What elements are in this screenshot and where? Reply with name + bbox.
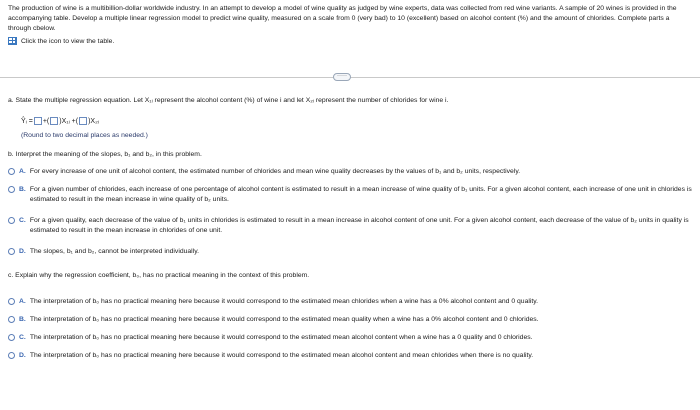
option-letter: C. — [19, 217, 26, 224]
option-text: For every increase of one unit of alcohol content, the estimated number of chlorides and mean wine quality decreases by the values of b₁ and b₂ units, respectively. — [29, 168, 521, 175]
option-letter: B. — [19, 186, 26, 193]
b1-input[interactable] — [50, 117, 58, 125]
intercept-input[interactable] — [34, 117, 42, 125]
view-table-label[interactable]: Click the icon to view the table. — [21, 37, 115, 45]
option-letter: C. — [19, 334, 26, 341]
problem-intro: The production of wine is a multibillion-dollar worldwide industry. In an attempt to develop a model of wine quality as judged by wine experts, data was collected from red wine variants. A sample of 20 wines is provided in the accompanying table. Develop a multiple linear regression model to predict wine quality, measured on a scale from 0 (very bad) to 10 (excellent) based on alcohol content (%) and the amount of chlorides. Complete parts a through cbelow. — [8, 5, 677, 32]
equation-x2: )X₂ᵢ — [88, 117, 99, 125]
part-c-option-a[interactable] — [8, 297, 694, 307]
option-letter: B. — [19, 316, 26, 323]
part-c-option-c[interactable] — [8, 333, 694, 343]
radio-button[interactable] — [8, 298, 15, 305]
table-icon[interactable] — [8, 37, 17, 45]
part-c-option-d[interactable] — [8, 351, 694, 361]
radio-button[interactable] — [8, 352, 15, 359]
option-text: For a given number of chlorides, each increase of one percentage of alcohol content is estimated to result in a mean increase of wine quality of b₁ units. For a given alcohol content, each increase of one unit in chlorides is estimated to result in the mean increase in wine quality of b₂ units. — [29, 186, 692, 203]
expand-more-button[interactable]: ····· — [333, 73, 351, 81]
part-b-question: b. Interpret the meaning of the slopes, b₁ and b₂, in this problem. — [8, 151, 202, 158]
option-text: The interpretation of b₀ has no practical meaning here because it would correspond to the estimated mean chlorides when a wine has a 0% alcohol content and 0 quality. — [29, 298, 539, 305]
equation-plus-1: +( — [42, 117, 50, 125]
part-a-question: a. State the multiple regression equation. Let X₁ᵢ represent the alcohol content (%) of wine i and let X₂ᵢ represent the number of chlorides for wine i. — [8, 97, 449, 104]
radio-button[interactable] — [8, 186, 15, 193]
option-letter: A. — [19, 168, 26, 175]
option-text: The interpretation of b₀ has no practical meaning here because it would correspond to the estimated mean quality when a wine has a 0% alcohol content and 0 chlorides. — [29, 316, 539, 323]
radio-button[interactable] — [8, 248, 15, 255]
radio-button[interactable] — [8, 334, 15, 341]
part-c-question: c. Explain why the regression coefficient, b₀, has no practical meaning in the context of this problem. — [8, 272, 310, 279]
option-text: The interpretation of b₀ has no practical meaning here because it would correspond to the estimated mean alcohol content when a wine has a 0 quality and 0 chlorides. — [29, 334, 533, 341]
view-table-link[interactable] — [8, 37, 114, 45]
b2-input[interactable] — [79, 117, 87, 125]
part-c-option-b[interactable] — [8, 315, 694, 325]
radio-button[interactable] — [8, 168, 15, 175]
equation-x1: )X₁ᵢ +( — [59, 117, 79, 125]
part-b-option-b[interactable] — [8, 185, 694, 205]
part-b-option-c[interactable] — [8, 216, 694, 236]
option-letter: D. — [19, 248, 26, 255]
part-b-option-d[interactable] — [8, 247, 694, 257]
regression-equation — [21, 117, 99, 125]
radio-button[interactable] — [8, 217, 15, 224]
option-text: The slopes, b₁ and b₂, cannot be interpreted individually. — [29, 248, 199, 255]
option-letter: D. — [19, 352, 26, 359]
round-note: (Round to two decimal places as needed.) — [21, 132, 148, 139]
part-b-option-a[interactable] — [8, 167, 694, 177]
option-text: The interpretation of b₀ has no practical meaning here because it would correspond to the estimated mean alcohol content and mean chlorides when there is no quality. — [29, 352, 534, 359]
option-letter: A. — [19, 298, 26, 305]
option-text: For a given quality, each decrease of the value of b₁ units in chlorides is estimated to result in a mean increase in alcohol content of one unit. For a given alcohol content, each decrease of the value of b₂ units in quality is estimated to result in the mean increase in chlorides of one unit. — [29, 217, 689, 234]
equation-lhs: Ŷᵢ = — [21, 117, 33, 125]
radio-button[interactable] — [8, 316, 15, 323]
